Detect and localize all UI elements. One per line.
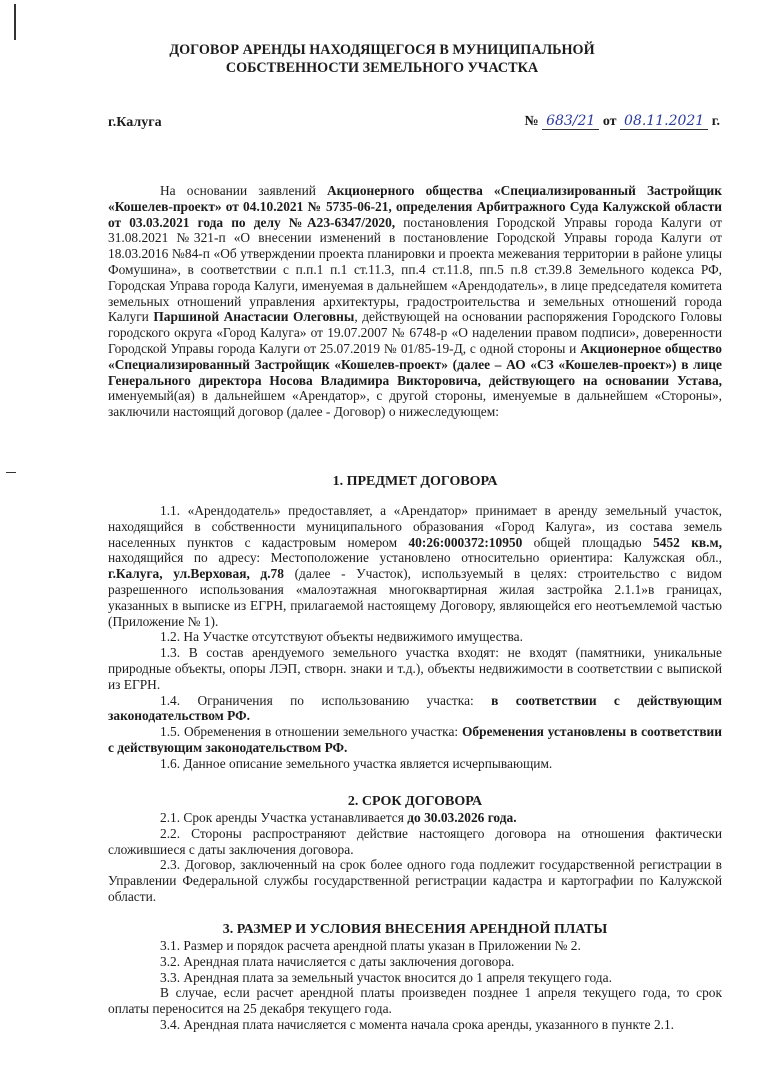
bold-text: Паршиной Анастасии Олеговны: [153, 309, 355, 325]
bold-text: Обременения установлены в соответствии с действующим законодательством РФ.: [108, 724, 722, 755]
text: (далее - Участок), используемый в целях: строительство с видом разрешенного использования «малоэтажная многоквартирная жилая застройка 2.1.1»в границах, указанных в выписке из ЕГРН, прилагаемой настоящему Договору, являющейся его неотъемлемой частью (Приложение № 1).: [108, 566, 722, 629]
text: 1.6. Данное описание земельного участка является исчерпывающим.: [160, 755, 553, 771]
paragraph: [108, 985, 722, 1017]
date-prefix: от: [602, 114, 617, 129]
text: 3.2. Арендная плата начисляется с даты заключения договора.: [160, 953, 515, 969]
section-heading: 2. СРОК ДОГОВОРА: [347, 794, 483, 809]
section-subject: [108, 473, 722, 772]
paragraph: [108, 857, 722, 904]
paragraph: [108, 970, 722, 986]
text: 2.1. Срок аренды Участка устанавливается: [160, 810, 408, 825]
text: 2.2. Стороны распространяют действие настоящего договора на отношения фактически сложившиеся с даты заключения договора.: [108, 825, 722, 857]
text: именуемый(ая) в дальнейшем «Арендатор», с другой стороны, именуемые в дальнейшем «Стороны», заключили настоящий договор (далее - Договор) о нижеследующем:: [108, 388, 722, 420]
contract-number-line: [525, 113, 721, 130]
date-suffix: г.: [711, 114, 720, 129]
city: г.Калуга: [108, 115, 162, 130]
preamble: [108, 183, 722, 420]
text: 1.2. На Участке отсутствуют объекты недвижимого имущества.: [160, 629, 523, 645]
paragraph: [108, 810, 722, 826]
text: 2.3. Договор, заключенный на срок более одного года подлежит государственной регистрации в Управлении Федеральной службы государственной регистрации кадастра и картографии по Калужской области.: [108, 857, 722, 904]
paragraph: [108, 183, 722, 420]
bold-text: в соответствии с действующим законодательством РФ.: [108, 692, 722, 724]
bold-text: до 30.03.2026 года.: [407, 810, 517, 825]
text: постановления Городской Управы города Калуги от 31.08.2021 №321-п «О внесении изменений в постановление Городской Управы города Калуги от 18.03.2016 №84-п «Об утверждении проекта планировки и проекта межевания территории в районе улицы Фомушина», в соответствии с п.п.1 п.1 ст.11.3, пп.4 ст.11.8, пп.5 п.8 ст.39.8 Земельного кодекса РФ, Городская Управа города Калуги, именуемая в дальнейшем «Арендодатель», в лице председателя комитета земельных отношений управления архитектуры, градостроительства и земельных отношений города Калуги: [108, 214, 722, 325]
text: На основании заявлений: [160, 183, 327, 198]
text: 1.1. «Арендодатель» предоставляет, а «Арендатор» принимает в аренду земельный участок, находящийся в собственности муниципального образования «Город Калуга», из состава земель населенных пунктов с кадастровым номером: [108, 503, 722, 550]
document-title: [0, 41, 764, 77]
text: 1.3. В состав арендуемого земельного участка входят: не входят (памятники, уникальные природные объекты, опоры ЛЭП, створн. знаки и т.д.), объекты недвижимости в соответствии с выпиской из ЕГРН.: [108, 645, 722, 692]
text: , действующей на основании распоряжения Городского Головы городского округа «Город Калуга» от 19.07.2007 № 6748-р «О наделении правом подписи», доверенности Городской Управы города Калуги от 25.07.2019 № 01/85-19-Д, с одной стороны и: [108, 309, 723, 356]
paragraph: [108, 629, 722, 645]
bold-text: г.Калуга, ул.Верховая, д.78: [108, 566, 284, 582]
paragraph: [108, 693, 722, 725]
paragraph: [108, 756, 722, 772]
section-heading: 3. РАЗМЕР И УСЛОВИЯ ВНЕСЕНИЯ АРЕНДНОЙ ПЛАТЫ: [222, 922, 608, 937]
contract-number: 683/21: [542, 113, 599, 130]
paragraph: [108, 954, 722, 970]
text: 3.3. Арендная плата за земельный участок вносится до 1 апреля текущего года.: [160, 969, 612, 985]
paragraph: [108, 1017, 722, 1033]
bold-text: 40:26:000372:10950: [408, 534, 523, 550]
bold-text: Акционерного общества «Специализированный Застройщик «Кошелев-проект» от 04.10.2021 № 5735-06-21, определения Арбитражного Суда Калужской области от 03.03.2021 года по делу №А23-6347/2020,: [108, 183, 722, 230]
paragraph: [108, 503, 722, 629]
number-prefix: №: [524, 114, 539, 129]
text: находящийся по адресу: Местоположение установлено относительно ориентира: Калужская обл.,: [108, 550, 722, 566]
paragraph: [108, 724, 722, 756]
paragraph: [108, 938, 722, 954]
bold-text: Акционерное общество «Специализированный Застройщик «Кошелев-проект» (далее – АО «СЗ «Кошелев-проект») в лице Генерального директора Носова Владимира Викторовича, действующего на основании Устава,: [108, 340, 722, 388]
text: 1.4. Ограничения по использованию участка:: [160, 692, 492, 708]
text: В случае, если расчет арендной платы произведен позднее 1 апреля текущего года, то срок оплаты переносится на 25 декабря текущего года.: [108, 985, 722, 1017]
title-line-2: СОБСТВЕННОСТИ ЗЕМЕЛЬНОГО УЧАСТКА: [225, 60, 539, 76]
margin-dash: [6, 472, 16, 473]
text: 3.1. Размер и порядок расчета арендной платы указан в Приложении № 2.: [160, 938, 581, 953]
pen-mark: [14, 4, 16, 40]
text: общей площадью: [522, 534, 654, 550]
title-line-1: ДОГОВОР АРЕНДЫ НАХОДЯЩЕГОСЯ В МУНИЦИПАЛЬНОЙ: [169, 42, 595, 58]
paragraph: [108, 826, 722, 858]
text: 3.4. Арендная плата начисляется с момента начала срока аренды, указанного в пункте 2.1.: [160, 1016, 675, 1032]
bold-text: 5452 кв.м,: [653, 534, 722, 550]
section-term: [108, 793, 722, 905]
contract-date: 08.11.2021: [620, 113, 708, 130]
section-rent: [108, 921, 722, 1033]
paragraph: [108, 645, 722, 692]
section-heading: 1. ПРЕДМЕТ ДОГОВОРА: [332, 474, 498, 489]
text: 1.5. Обременения в отношении земельного участка:: [160, 724, 463, 740]
